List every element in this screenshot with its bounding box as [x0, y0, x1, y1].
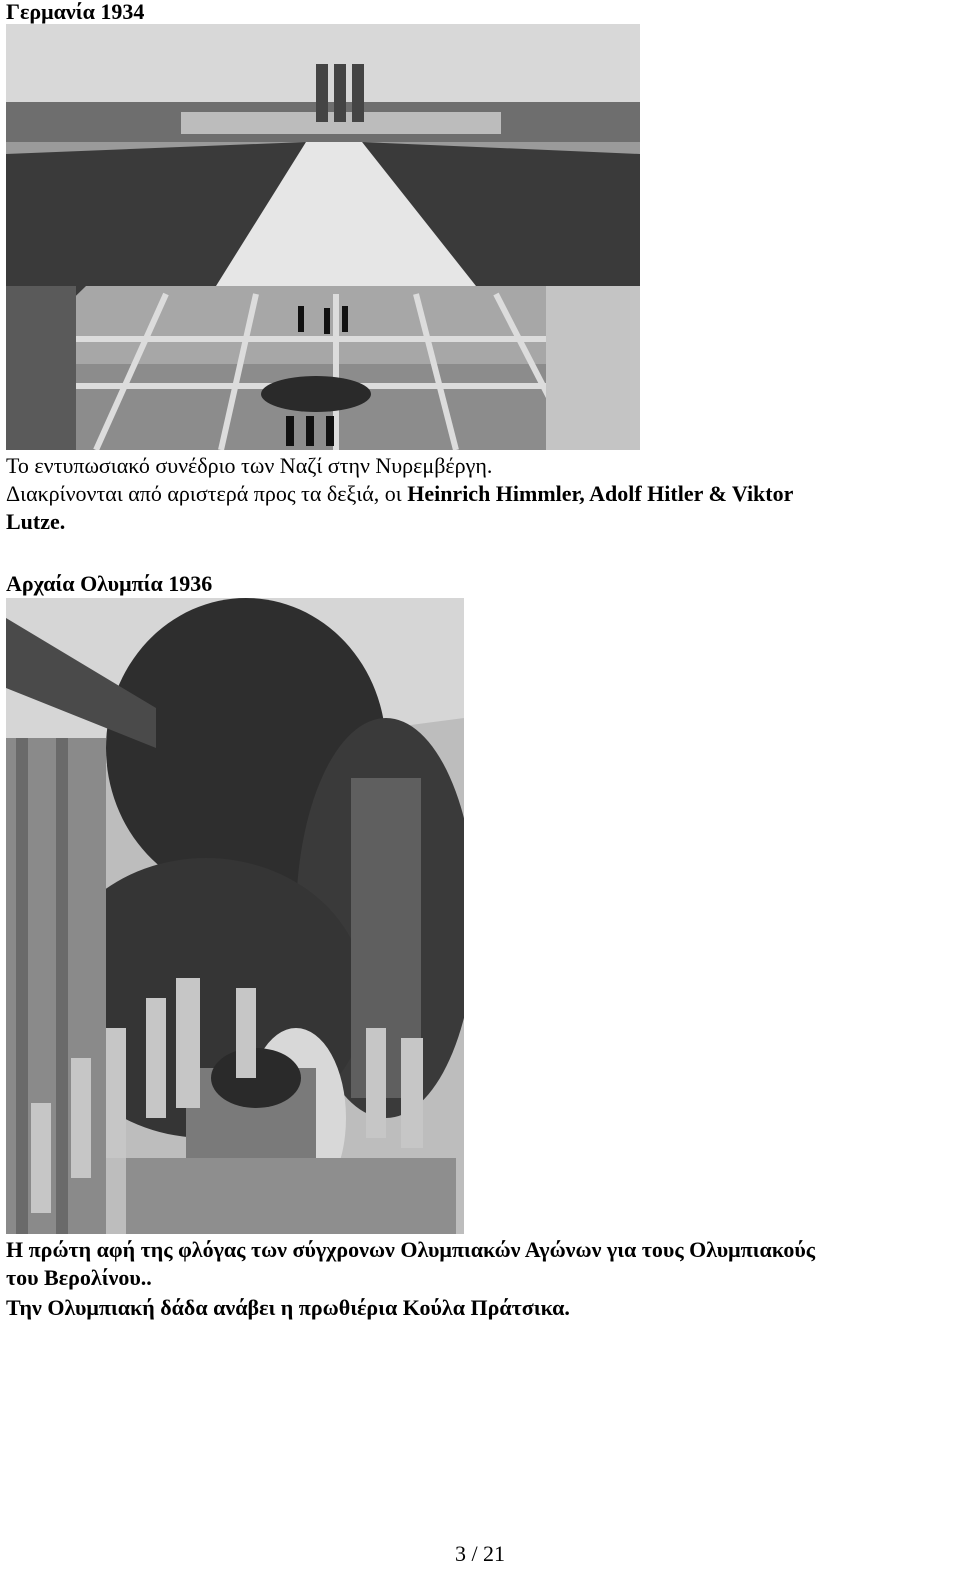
section2-caption-line3: Την Ολυμπιακή δάδα ανάβει η πρωθιέρια Κούλα Πράτσικα. — [6, 1295, 570, 1320]
section1-caption-line2 — [6, 480, 793, 508]
section2-heading: Αρχαία Ολυμπία 1936 — [6, 571, 213, 596]
caption-line2-names: Heinrich Himmler, Adolf Hitler & Viktor — [407, 481, 794, 506]
section1-caption-line1: Το εντυπωσιακό συνέδριο των Ναζί στην Νυρεμβέργη. — [6, 453, 493, 478]
section1-heading: Γερμανία 1934 — [6, 0, 145, 24]
nuremberg-rally-photo — [6, 24, 640, 450]
section2-caption-line1: Η πρώτη αφή της φλόγας των σύγχρονων Ολυμπιακών Αγώνων για τους Ολυμπιακούς — [6, 1237, 816, 1262]
caption-line2-start: Διακρίνονται από αριστερά προς τα δεξιά, οι — [6, 481, 408, 506]
nuremberg-rally-image — [6, 24, 640, 450]
olympia-flame-image — [6, 598, 464, 1234]
section1-caption-line3: Lutze. — [6, 509, 66, 534]
olympia-flame-photo — [6, 598, 464, 1234]
section2-caption-line2: του Βερολίνου.. — [6, 1265, 152, 1290]
page-number: 3 / 21 — [454, 1541, 506, 1566]
